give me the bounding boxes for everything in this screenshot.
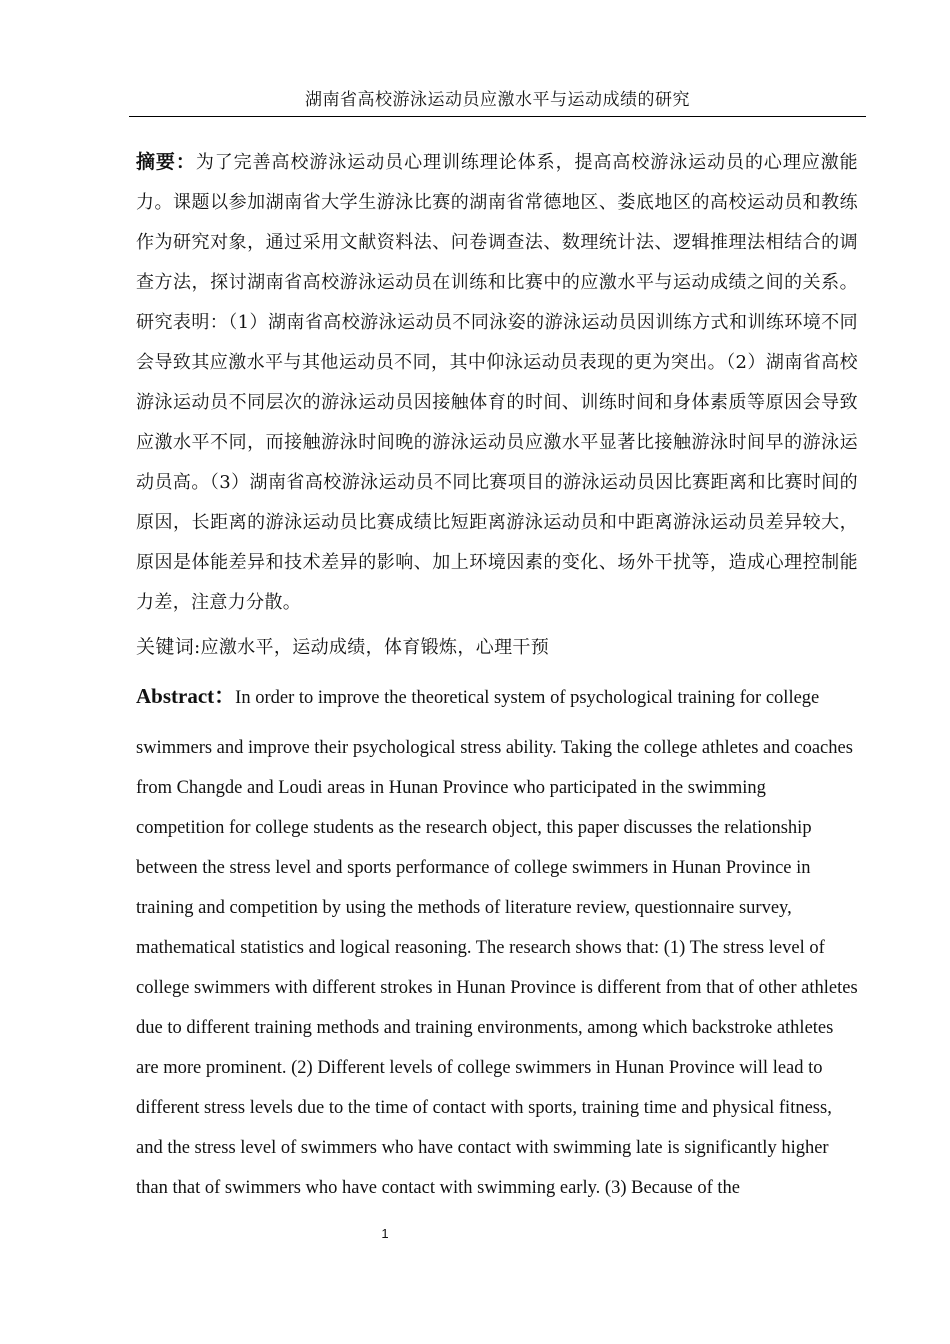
page-header — [129, 84, 866, 117]
chinese-keywords-label: 关键词 — [136, 636, 195, 658]
english-abstract-text: swimmers and improve their psychological stress ability. Taking the college athletes and coaches from Changde and Loudi areas in Hunan Province who participated in the swimming competition for college students as the research object, this paper discusses the relationship between the stress level and sports performance of college swimmers in Hunan Province in training and competition by using the methods of literature review, questionnaire survey, mathematical statistics and logical reasoning. The research shows that: (1) The stress level of college swimmers with different strokes in Hunan Province is different from that of other athletes due to different training methods and training environments, among which backstroke athletes are more prominent. (2) Different levels of college swimmers in Hunan Province will lead to different stress levels due to the time of contact with sports, training time and physical fitness, and the stress level of swimmers who have contact with swimming late is significantly higher than that of swimmers who have contact with swimming early. (3) Because of the — [136, 738, 858, 1198]
page-number: 1 — [381, 1226, 389, 1241]
english-abstract-label: Abstract： — [136, 684, 236, 708]
english-abstract — [136, 676, 858, 1208]
chinese-keywords — [136, 627, 858, 668]
chinese-abstract-label: 摘要： — [136, 151, 196, 173]
page-content — [136, 142, 858, 1208]
chinese-abstract — [136, 142, 858, 623]
page-header-title: 湖南省高校游泳运动员应激水平与运动成绩的研究 — [305, 90, 690, 110]
chinese-keywords-text: :应激水平，运动成绩，体育锻炼，心理干预 — [194, 637, 550, 658]
english-abstract-first-line — [136, 676, 858, 728]
chinese-abstract-text: 为了完善高校游泳运动员心理训练理论体系，提高高校游泳运动员的心理应激能力。课题以参加湖南省大学生游泳比赛的湖南省常德地区、娄底地区的高校运动员和教练作为研究对象，通过采用文献资料法、问卷调查法、数理统计法、逻辑推理法相结合的调查方法，探讨湖南省高校游泳运动员在训练和比赛中的应激水平与运动成绩之间的关系。研究表明：（1）湖南省高校游泳运动员不同泳姿的游泳运动员因训练方式和训练环境不同会导致其应激水平与其他运动员不同，其中仰泳运动员表现的更为突出。（2）湖南省高校游泳运动员不同层次的游泳运动员因接触体育的时间、训练时间和身体素质等原因会导致应激水平不同，而接触游泳时间晚的游泳运动员应激水平显著比接触游泳时间早的游泳运动员高。（3）湖南省高校游泳运动员不同比赛项目的游泳运动员因比赛距离和比赛时间的原因，长距离的游泳运动员比赛成绩比短距离游泳运动员和中距离游泳运动员差异较大，原因是体能差异和技术差异的影响、加上环境因素的变化、场外干扰等，造成心理控制能力差，注意力分散。 — [136, 152, 858, 613]
english-abstract-first-line-text: In order to improve the theoretical system of psychological training for college — [235, 688, 820, 708]
